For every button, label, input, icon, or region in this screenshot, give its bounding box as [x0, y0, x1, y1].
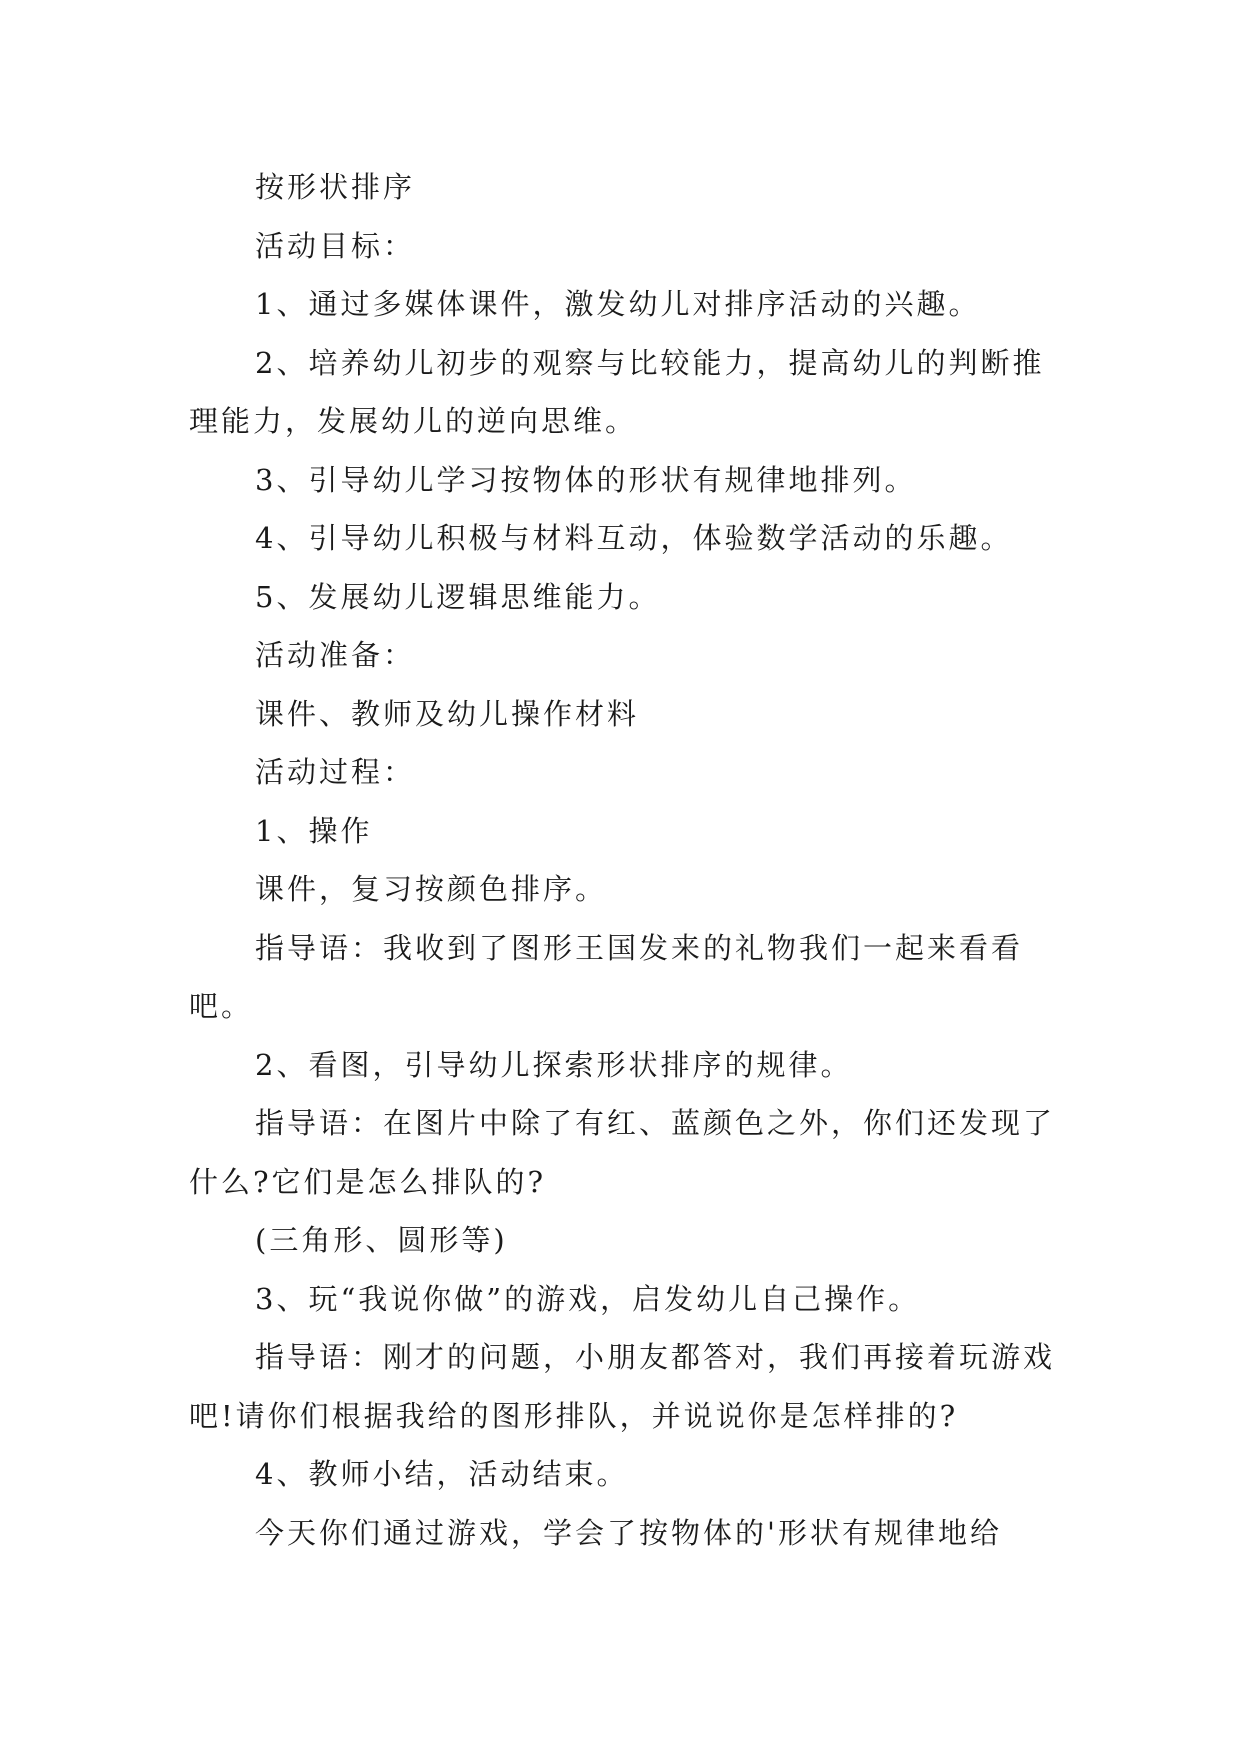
body-paragraph: 课件，复习按颜色排序。 — [255, 872, 608, 906]
process-step: 4、教师小结，活动结束。 — [255, 1457, 629, 1491]
body-paragraph: (三角形、圆形等) — [255, 1223, 508, 1257]
guidance-paragraph: 指导语：我收到了图形王国发来的礼物我们一起来看看吧。 — [189, 930, 1024, 1023]
document-title: 按形状排序 — [255, 170, 416, 204]
section-heading-preparation: 活动准备： — [255, 638, 416, 672]
objective-item: 1、通过多媒体课件，激发幼儿对排序活动的兴趣。 — [255, 287, 981, 321]
preparation-text: 课件、教师及幼儿操作材料 — [255, 696, 640, 731]
objective-item: 4、引导幼儿积极与材料互动，体验数学活动的乐趣。 — [255, 521, 1013, 555]
section-heading-objectives: 活动目标： — [255, 228, 416, 263]
guidance-paragraph: 指导语：刚才的问题，小朋友都答对，我们再接着玩游戏吧!请你们根据我给的图形排队，并说说你是怎样排的? — [189, 1340, 1056, 1433]
document-body — [189, 158, 1059, 1562]
objective-item: 3、引导幼儿学习按物体的形状有规律地排列。 — [255, 462, 917, 497]
body-paragraph: 今天你们通过游戏，学会了按物体的'形状有规律地给 — [255, 1515, 1002, 1550]
process-step: 3、玩“我说你做”的游戏，启发幼儿自己操作。 — [255, 1281, 921, 1316]
section-heading-process: 活动过程： — [255, 755, 416, 789]
guidance-paragraph: 指导语：在图片中除了有红、蓝颜色之外，你们还发现了什么?它们是怎么排队的? — [189, 1106, 1056, 1199]
process-step: 1、操作 — [255, 813, 373, 848]
process-step: 2、看图，引导幼儿探索形状排序的规律。 — [255, 1047, 853, 1082]
objective-item: 2、培养幼儿初步的观察与比较能力，提高幼儿的判断推理能力，发展幼儿的逆向思维。 — [189, 345, 1045, 438]
objective-item: 5、发展幼儿逻辑思维能力。 — [255, 579, 661, 614]
